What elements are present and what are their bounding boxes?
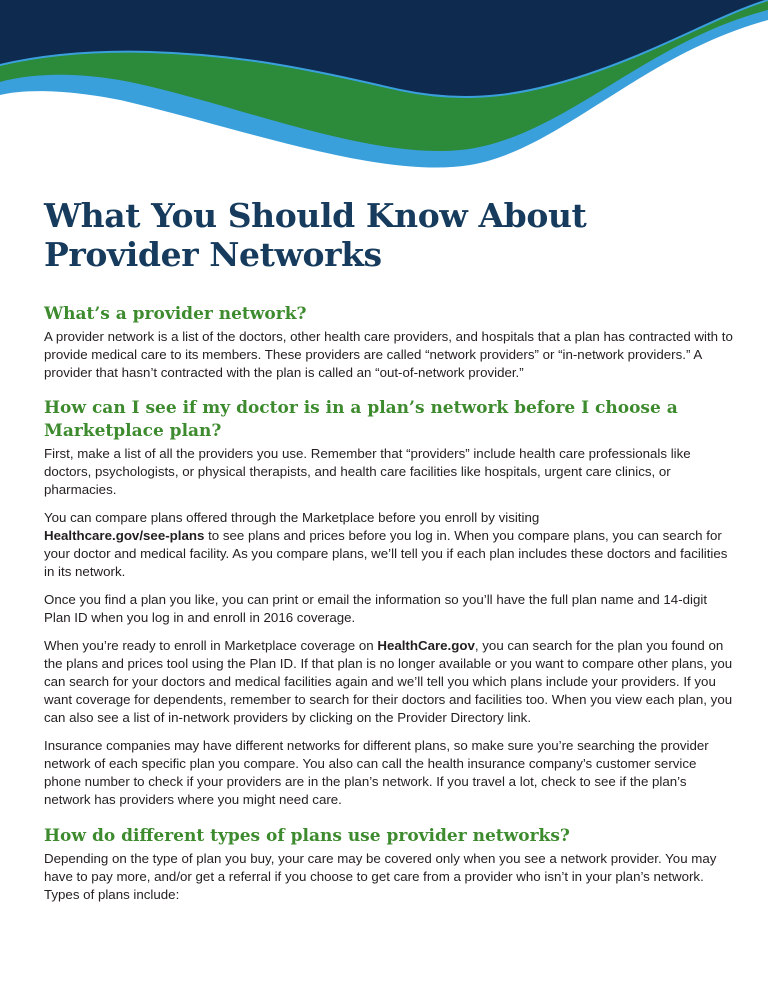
paragraph-list-providers: First, make a list of all the providers you use. Remember that “providers” include health care professionals like doctors, psychologists, or physical therapists, and health care facilities like hospitals, urgent care clinics, or pharmacies. [44, 446, 691, 497]
paragraph-text: , you can search for the plan you found on the plans and prices tool using the Plan ID. If that plan is no longer available or you want to compare other plans, you can search for your doctors and medical facilities again and we’ll tell you which plans include your providers. If you want coverage for dependents, remember to search for their doctors and facilities too. When you view each plan, you can also see a list of in-network providers by clicking on the Provider Directory link. [44, 638, 733, 725]
title-line-1: What You Should Know About [44, 196, 587, 235]
paragraph-provider-network-definition: A provider network is a list of the doctors, other health care providers, and hospitals that a plan has contracted with to provide medical care to its members. These providers are called “network providers” or “in-network providers.” A provider that hasn’t contracted with the plan is called an “out-of-network provider.” [44, 329, 733, 380]
paragraph-compare-plans [44, 509, 734, 581]
wave-banner [0, 0, 768, 190]
heading-plan-types-networks: How do different types of plans use provider networks? [44, 826, 570, 846]
title-line-2: Provider Networks [44, 235, 382, 274]
paragraph-text: When you’re ready to enroll in Marketplace coverage on [44, 638, 378, 653]
paragraph-print-plan-info: Once you find a plan you like, you can print or email the information so you’ll have the full plan name and 14-digit Plan ID when you log in and enroll in 2016 coverage. [44, 592, 708, 625]
healthcare-gov-link[interactable]: HealthCare.gov [377, 638, 475, 653]
see-plans-link[interactable]: Healthcare.gov/see-plans [44, 528, 205, 543]
paragraph-plan-types: Depending on the type of plan you buy, your care may be covered only when you see a network provider. You may have to pay more, and/or get a referral if you choose to get care from a provider who isn’t in your plan’s network. Types of plans include: [44, 851, 717, 902]
paragraph-text: You can compare plans offered through the Marketplace before you enroll by visiting [44, 510, 540, 525]
paragraph-different-networks: Insurance companies may have different networks for different plans, so make sure you’re searching the provider network of each specific plan you compare. You also can call the health insurance company’s customer service phone number to check if your providers are in the plan’s network. If you travel a lot, check to see if the plan’s network has providers where you might need care. [44, 738, 709, 807]
heading-line-1: How can I see if my doctor is in a plan’s network before I choose a [44, 398, 678, 418]
heading-what-is-provider-network: What’s a provider network? [44, 304, 307, 324]
heading-check-doctor-in-network [44, 397, 734, 443]
paragraph-text: to see plans and prices before you log in. When you compare plans, you can search for your doctor and medical facility. As you compare plans, we’ll tell you if each plan includes these doctors and facilities in its network. [44, 528, 728, 579]
paragraph-enroll-healthcare-gov [44, 637, 734, 727]
page-title [44, 196, 734, 274]
document-body [44, 196, 734, 904]
heading-line-2: Marketplace plan? [44, 421, 222, 441]
